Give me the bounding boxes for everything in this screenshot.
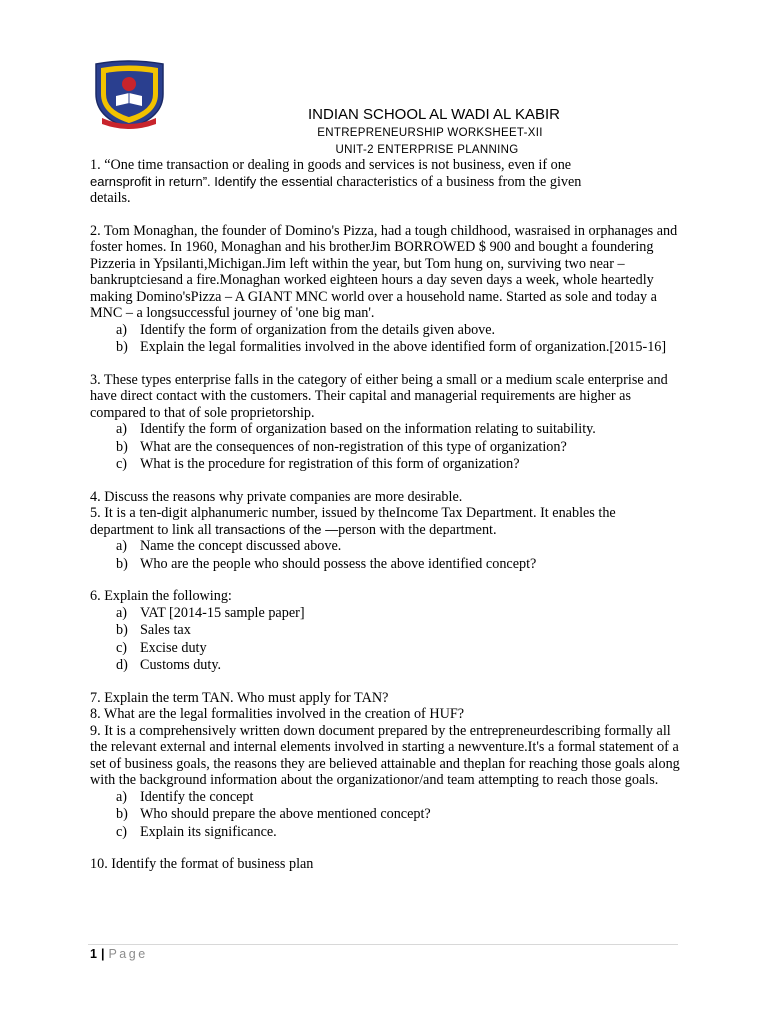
question-10: 10. Identify the format of business plan [90, 856, 314, 872]
sub-text: What is the procedure for registration of this form of organization? [140, 456, 520, 472]
worksheet-body [90, 157, 680, 873]
sub-marker: a) [116, 604, 128, 621]
question-6-sub-c [90, 640, 680, 657]
question-6-sub-d [90, 657, 680, 674]
question-3-sub-a [90, 421, 680, 438]
question-3-sub-c [90, 456, 680, 473]
sub-text: Name the concept discussed above. [140, 538, 342, 554]
sub-marker: c) [116, 639, 128, 656]
sub-marker: b) [116, 438, 128, 455]
question-1-fragment-b: characteristics of a business from the given [332, 173, 582, 190]
sub-marker: a) [116, 421, 128, 437]
page-number: 1 [90, 947, 97, 961]
page-footer [90, 947, 148, 961]
question-5-line-1: 5. It is a ten-digit alphanumeric number, issued by theIncome Tax Department. It enables the [90, 505, 616, 521]
question-5-line-2 [90, 522, 680, 539]
question-9-sub-b [90, 806, 680, 823]
question-7: 7. Explain the term TAN. Who must apply for TAN? [90, 689, 389, 706]
question-1-fragment-a: earnsprofit in return”. Identify the essential [90, 173, 333, 189]
question-2 [90, 223, 680, 356]
sub-marker: a) [116, 788, 128, 805]
question-2-sub-b [90, 339, 680, 356]
question-1-line-3: details. [90, 190, 131, 206]
question-9-sub-c [90, 824, 680, 841]
sub-text: Explain the legal formalities involved in the above identified form of organization.[2015-16] [140, 339, 667, 355]
question-5-fragment-b: transactions of the — [215, 521, 339, 537]
sub-marker: c) [116, 823, 128, 840]
question-1-line-2 [90, 174, 680, 191]
sub-text: VAT [2014-15 sample paper] [140, 604, 305, 621]
sub-text: Explain its significance. [140, 823, 277, 840]
sub-marker: a) [116, 321, 128, 338]
question-1 [90, 157, 680, 207]
question-9-text: 9. It is a comprehensively written down document prepared by the entrepreneurdescribing formally all the relevant external and internal elements involved in starting a newventure.It's a formal statement of a set of business goals, the reasons they are believed attainable and theplan for reaching those goals along with the background information about the organizationor/and team attempting to reach those goals. [90, 722, 680, 788]
unit-title: UNIT-2 ENTERPRISE PLANNING [335, 144, 519, 156]
question-6-sub-b [90, 622, 680, 639]
question-4: 4. Discuss the reasons why private companies are more desirable. [90, 488, 463, 505]
sub-text: Sales tax [140, 622, 191, 638]
footer-separator: | [100, 947, 105, 961]
question-6-text: 6. Explain the following: [90, 588, 232, 604]
sub-text: What are the consequences of non-registration of this type of organization? [140, 438, 567, 455]
question-5-sub-a [90, 538, 680, 555]
sub-text: Who are the people who should possess the above identified concept? [140, 555, 537, 572]
sub-marker: d) [116, 657, 128, 673]
sub-text: Excise duty [140, 639, 207, 656]
question-5-sub-b [90, 556, 680, 573]
question-8: 8. What are the legal formalities involved in the creation of HUF? [90, 706, 465, 722]
question-6 [90, 588, 680, 674]
question-2-sub-a [90, 322, 680, 339]
question-5 [90, 505, 680, 572]
sub-marker: b) [116, 806, 128, 822]
footer-divider [88, 944, 678, 945]
question-9 [90, 723, 680, 841]
sub-marker: a) [116, 538, 128, 554]
question-9-sub-a [90, 789, 680, 806]
sub-marker: b) [116, 555, 128, 572]
sub-text: Identify the form of organization based on the information relating to suitability. [140, 421, 596, 437]
sub-text: Customs duty. [140, 657, 222, 673]
sub-text: Identify the concept [140, 788, 254, 805]
page-label: Page [108, 947, 148, 961]
question-5-fragment-c: person with the department. [338, 521, 497, 538]
question-5-fragment-a: department to link all [90, 521, 216, 538]
question-3 [90, 372, 680, 473]
sub-marker: b) [116, 622, 128, 638]
sub-marker: c) [116, 456, 128, 472]
sub-text: Who should prepare the above mentioned concept? [140, 806, 431, 822]
sub-text: Identify the form of organization from the details given above. [140, 321, 496, 338]
question-3-sub-b [90, 439, 680, 456]
question-1-line-1: 1. “One time transaction or dealing in goods and services is not business, even if one [90, 157, 572, 173]
sub-marker: b) [116, 339, 128, 355]
school-title: INDIAN SCHOOL AL WADI AL KABIR [307, 106, 560, 123]
worksheet-title: ENTREPRENEURSHIP WORKSHEET-XII [317, 127, 543, 139]
question-3-text: 3. These types enterprise falls in the category of either being a small or a medium scale enterprise and have direct contact with the customers. Their capital and managerial requirements are higher as compared to that of sole proprietorship. [90, 371, 668, 421]
question-2-text: 2. Tom Monaghan, the founder of Domino's Pizza, had a tough childhood, wasraised in orphanages and foster homes. In 1960, Monaghan and his brotherJim BORROWED $ 900 and bought a foundering Pizzeria in Ypsilanti,Michigan.Jim left within the year, but Tom hung on, surviving two near – bankruptciesand a fire.Monaghan worked eighteen hours a day seven days a week, whole heartedly making Domino'sPizza – A GIANT MNC world over a household name. Started as sole and today a MNC – a longsuccessful journey of 'one big man'. [90, 222, 678, 321]
question-6-sub-a [90, 605, 680, 622]
